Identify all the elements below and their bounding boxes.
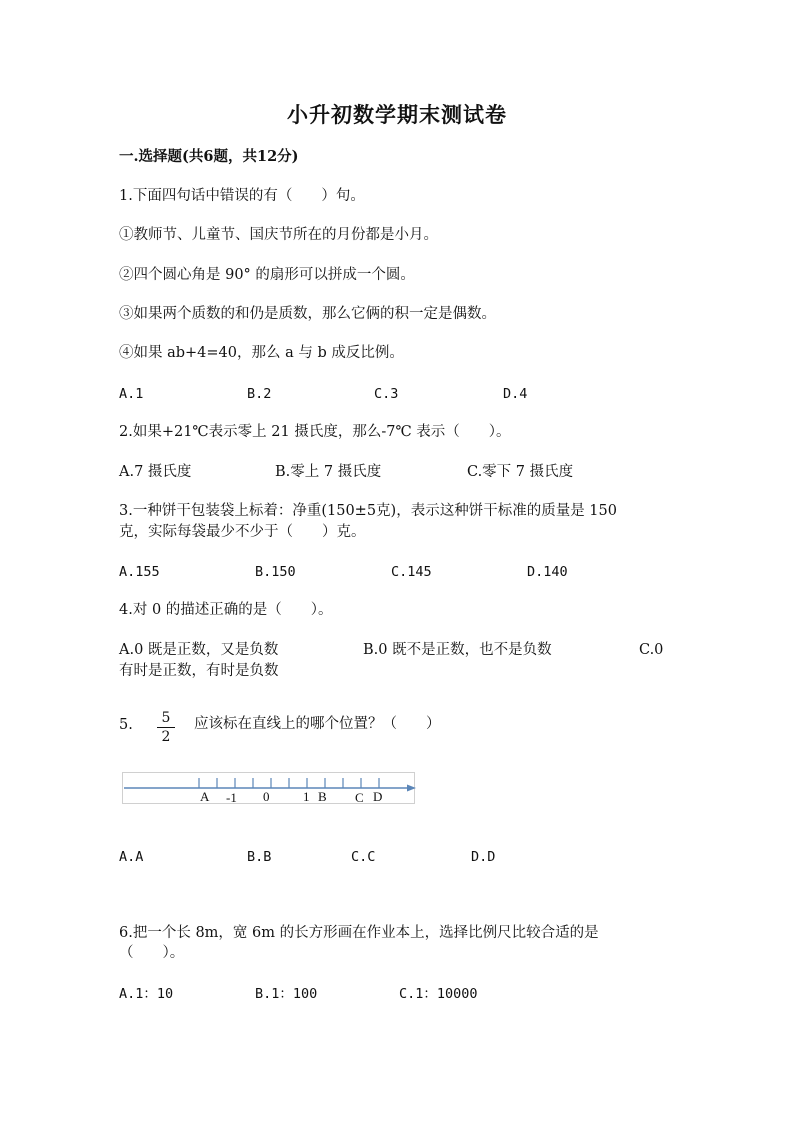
question-1-statement-4: ④如果 ab+4=40，那么 a 与 b 成反比例。 bbox=[119, 345, 404, 361]
question-1-statement-2: ②四个圆心角是 90° 的扇形可以拼成一个圆。 bbox=[119, 267, 415, 283]
question-3-option-a: A.155 bbox=[119, 564, 160, 580]
question-5-option-c: C.C bbox=[351, 849, 376, 865]
page-title: 小升初数学期末测试卷 bbox=[287, 102, 507, 127]
question-3-option-b: B.150 bbox=[255, 564, 296, 580]
question-1-stem: 1.下面四句话中错误的有（ ）句。 bbox=[119, 188, 365, 204]
section-heading: 一.选择题(共6题，共12分) bbox=[119, 148, 299, 165]
question-2-option-b: B.零上 7 摄氏度 bbox=[275, 464, 382, 480]
question-1-option-c: C.3 bbox=[374, 386, 399, 402]
question-5-option-b: B.B bbox=[247, 849, 272, 865]
question-3-stem-line-2: 克，实际每袋最少不少于（ ）克。 bbox=[119, 524, 366, 540]
question-6-stem-line-2: （ ）。 bbox=[119, 945, 185, 961]
question-4-option-b: B.0 既不是正数，也不是负数 bbox=[363, 642, 552, 658]
question-6-option-a: A.1：10 bbox=[119, 986, 174, 1002]
question-1-option-d: D.4 bbox=[503, 386, 528, 402]
number-line-label-minus-1: -1 bbox=[226, 790, 237, 805]
question-3-stem-line-1: 3.一种饼干包装袋上标着：净重(150±5克)，表示这种饼干标准的质量是 150 bbox=[119, 503, 617, 519]
question-4-option-a: A.0 既是正数，又是负数 bbox=[119, 642, 279, 658]
number-line-figure bbox=[122, 772, 416, 805]
number-line-label-d: D bbox=[373, 789, 383, 804]
question-5-option-a: A.A bbox=[119, 849, 144, 865]
question-2-option-a: A.7 摄氏度 bbox=[119, 464, 192, 480]
question-4-stem: 4.对 0 的描述正确的是（ ）。 bbox=[119, 602, 333, 618]
question-6-option-b: B.1：100 bbox=[255, 986, 318, 1002]
question-1-statement-3: ③如果两个质数的和仍是质数，那么它俩的积一定是偶数。 bbox=[119, 306, 496, 322]
question-3-option-d: D.140 bbox=[527, 564, 568, 580]
number-line-label-1: 1 bbox=[303, 789, 310, 804]
question-5-stem: 应该标在直线上的哪个位置？（ ） bbox=[194, 716, 441, 732]
question-4-option-c-continued: 有时是正数，有时是负数 bbox=[119, 663, 279, 679]
fraction-numerator: 5 bbox=[161, 710, 171, 726]
question-1-option-b: B.2 bbox=[247, 386, 272, 402]
question-2-option-c: C.零下 7 摄氏度 bbox=[467, 464, 574, 480]
question-5-option-d: D.D bbox=[471, 849, 496, 865]
question-5-fraction bbox=[157, 710, 175, 745]
question-2-stem: 2.如果+21℃表示零上 21 摄氏度，那么-7℃ 表示（ ）。 bbox=[119, 424, 511, 440]
fraction-denominator: 2 bbox=[161, 729, 171, 745]
number-line-label-b: B bbox=[318, 789, 327, 804]
question-1-option-a: A.1 bbox=[119, 386, 144, 402]
question-6-option-c: C.1：10000 bbox=[399, 986, 478, 1002]
fraction-bar bbox=[157, 727, 175, 728]
question-3-option-c: C.145 bbox=[391, 564, 432, 580]
question-4-option-c: C.0 bbox=[639, 642, 664, 658]
question-1-statement-1: ①教师节、儿童节、国庆节所在的月份都是小月。 bbox=[119, 227, 438, 243]
question-5-number: 5. bbox=[119, 717, 133, 733]
question-6-stem-line-1: 6.把一个长 8m，宽 6m 的长方形画在作业本上，选择比例尺比较合适的是 bbox=[119, 925, 599, 941]
number-line-label-0: 0 bbox=[263, 789, 270, 804]
number-line-label-c: C bbox=[355, 790, 364, 805]
number-line-label-a: A bbox=[200, 789, 210, 804]
